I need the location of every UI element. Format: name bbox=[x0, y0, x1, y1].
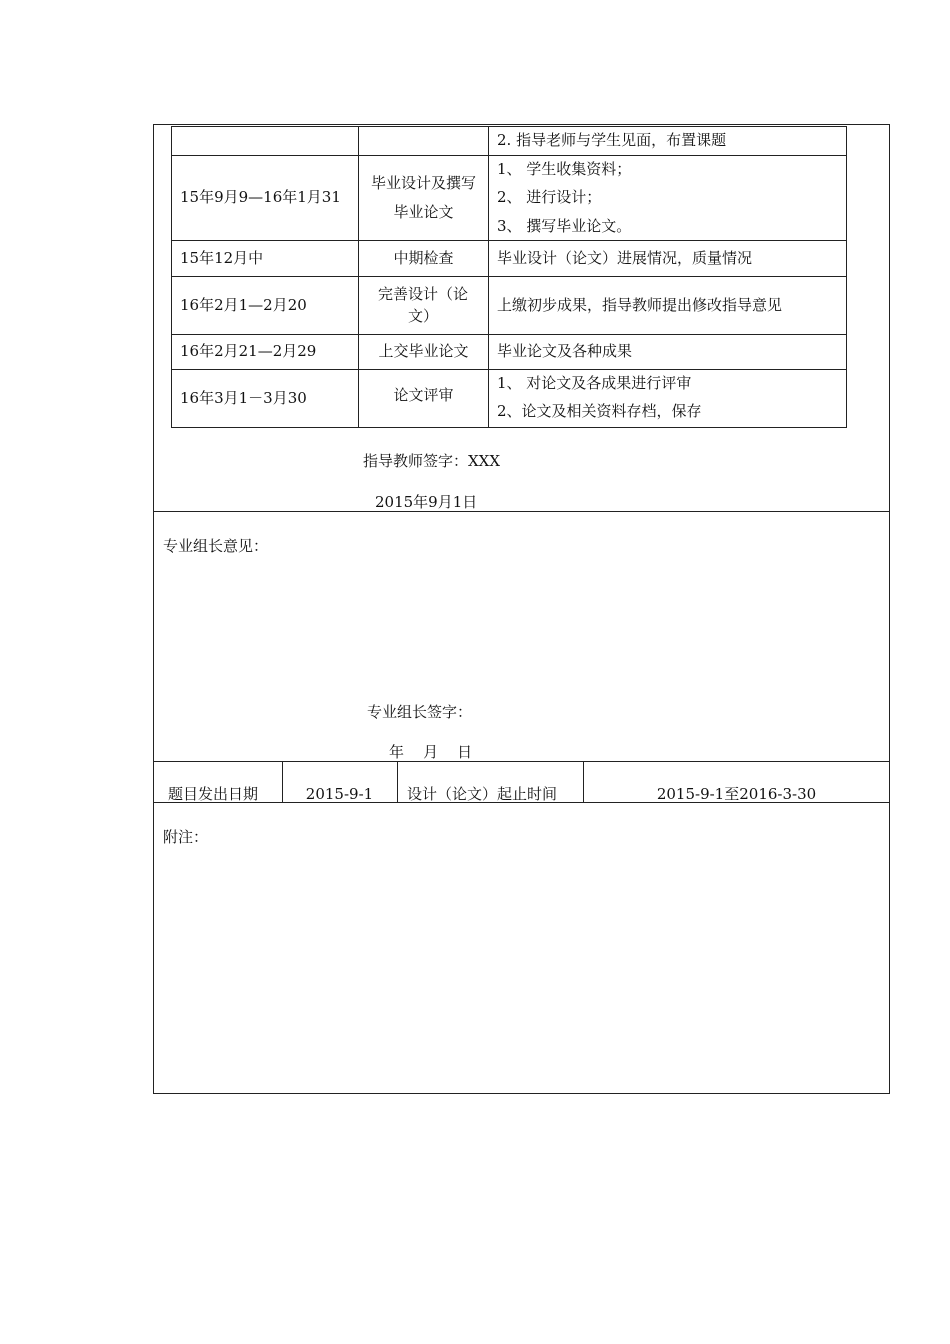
schedule-date-cell: 15年12月中 bbox=[180, 248, 264, 267]
schedule-content-cell bbox=[497, 334, 842, 369]
schedule-stage-cell: 中期检查 bbox=[393, 248, 454, 267]
leader-signature-label: 专业组长签字： bbox=[367, 703, 473, 721]
schedule-content-cell bbox=[497, 126, 842, 155]
schedule-content-line: 毕业论文及各种成果 bbox=[497, 342, 633, 361]
schedule-stage-cell: 论文评审 bbox=[393, 385, 454, 404]
schedule-content-cell bbox=[497, 369, 842, 427]
schedule-content-cell bbox=[497, 240, 842, 276]
schedule-date-cell: 15年9月9—16年1月31 bbox=[180, 188, 341, 207]
schedule-content-line: 1、 学生收集资料； bbox=[497, 159, 632, 178]
period-value: 2015-9-1至2016-3-30 bbox=[656, 785, 817, 803]
schedule-content-line: 2. 指导老师与学生见面，布置课题 bbox=[497, 131, 727, 150]
schedule-content-line: 1、 对论文及各成果进行评审 bbox=[497, 374, 692, 393]
schedule-content-line: 2、 进行设计； bbox=[497, 188, 602, 207]
schedule-date-cell: 16年3月1－3月30 bbox=[180, 388, 307, 407]
issue-date-value: 2015-9-1 bbox=[305, 785, 374, 803]
section-divider bbox=[153, 511, 890, 512]
schedule-stage-cell bbox=[359, 126, 488, 155]
schedule-date-cell bbox=[180, 126, 352, 155]
teacher-sign-date: 2015年9月1日 bbox=[375, 493, 478, 511]
schedule-content-line: 上缴初步成果，指导教师提出修改指导意见 bbox=[497, 295, 783, 314]
issue-date-label: 题目发出日期 bbox=[168, 785, 259, 803]
leader-sign-date: 年 月 日 bbox=[389, 743, 473, 761]
teacher-signature: 指导教师签字：XXX bbox=[363, 452, 501, 470]
schedule-content-cell bbox=[497, 155, 842, 240]
notes-label: 附注： bbox=[163, 828, 209, 846]
schedule-content-cell bbox=[497, 276, 842, 334]
outer-top-border bbox=[153, 124, 890, 125]
leader-opinion-label: 专业组长意见： bbox=[163, 537, 269, 555]
schedule-date-cell: 16年2月1—2月20 bbox=[180, 295, 307, 314]
schedule-stage-cell: 完善设计（论文） bbox=[377, 284, 468, 325]
schedule-stage-cell: 毕业设计及撰写毕业论文 bbox=[371, 174, 477, 221]
schedule-content-line: 3、 撰写毕业论文。 bbox=[497, 216, 632, 235]
schedule-content-line: 毕业设计（论文）进展情况，质量情况 bbox=[497, 248, 753, 267]
schedule-stage-cell: 上交毕业论文 bbox=[378, 342, 469, 361]
schedule-content-line: 2、论文及相关资料存档，保存 bbox=[497, 402, 702, 420]
schedule-date-cell: 16年2月21—2月29 bbox=[180, 342, 317, 361]
info-row-top-border bbox=[153, 761, 890, 762]
outer-left-border bbox=[153, 124, 154, 1094]
period-label: 设计（论文）起止时间 bbox=[407, 785, 558, 803]
outer-right-border bbox=[889, 124, 890, 1094]
outer-bottom-border bbox=[153, 1093, 890, 1094]
